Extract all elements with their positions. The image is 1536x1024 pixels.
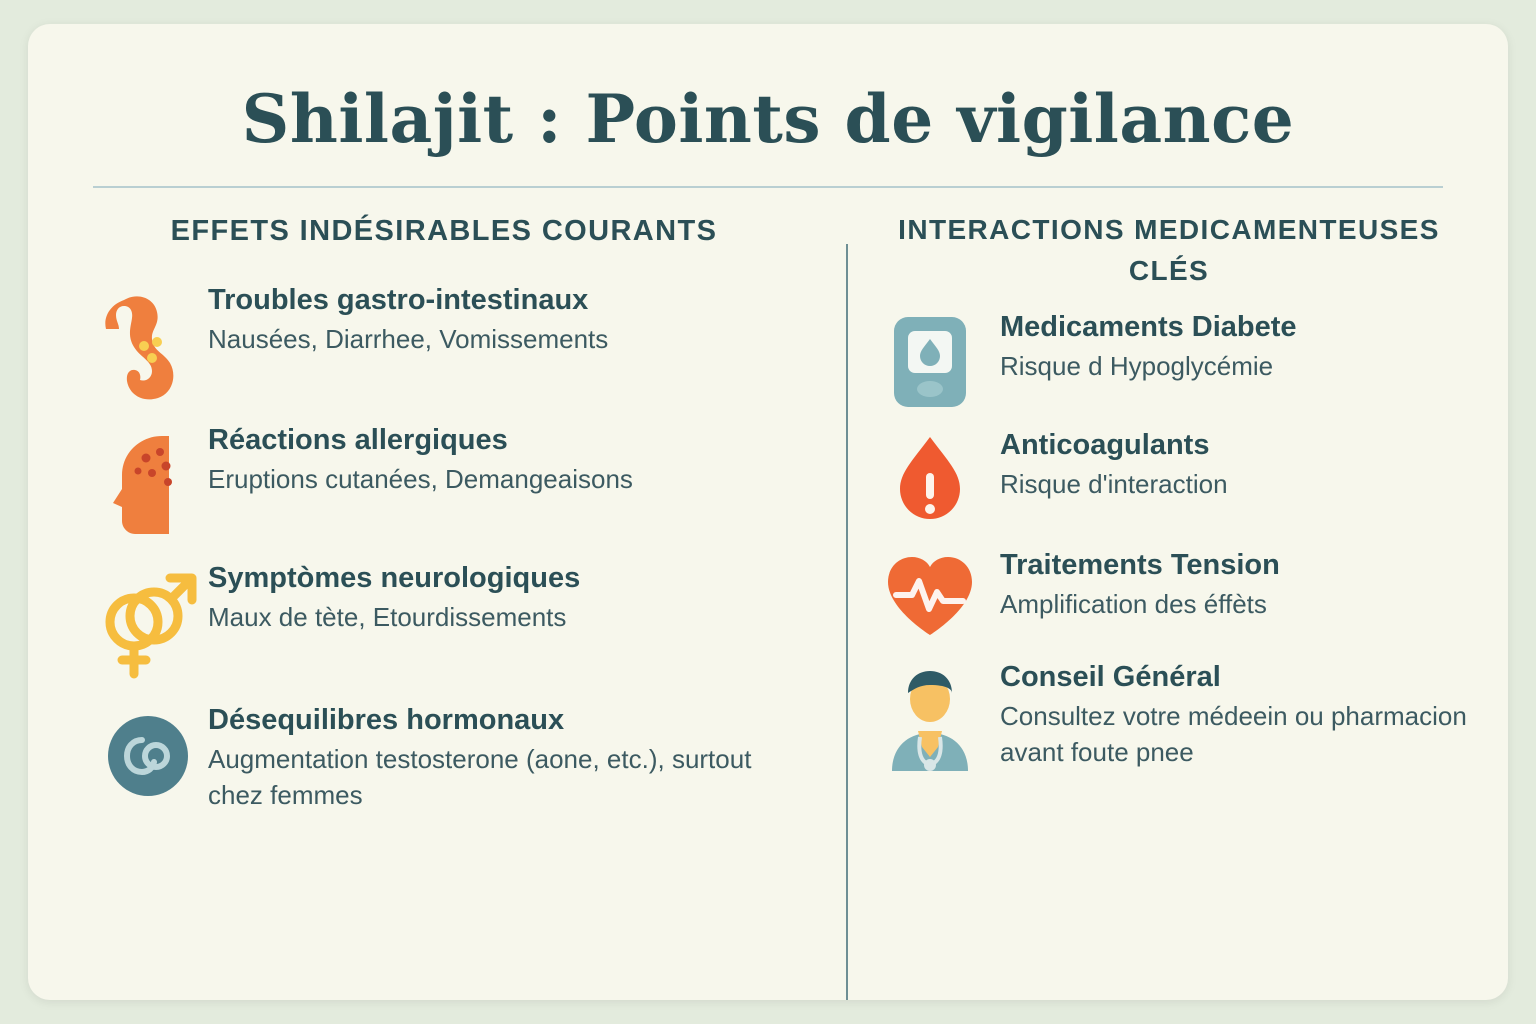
left-column-heading: EFFETS INDÉSIRABLES COURANTS — [170, 215, 718, 247]
list-item — [88, 702, 800, 814]
list-item — [860, 427, 1478, 531]
left-column — [28, 210, 818, 970]
item-title: Symptòmes neurologiques — [208, 562, 581, 595]
poster-card — [28, 24, 1508, 1000]
list-item-text — [208, 282, 800, 358]
list-item-text — [208, 560, 800, 636]
item-title: Medicaments Diabete — [1000, 311, 1297, 344]
item-subtitle: Maux de tète, Etourdissements — [208, 602, 567, 633]
head-rash-icon — [88, 422, 208, 544]
heart-pulse-icon — [860, 547, 1000, 643]
glucose-meter-icon — [860, 309, 1000, 411]
list-item-text — [1000, 659, 1478, 771]
right-column — [818, 210, 1508, 970]
list-item-text — [208, 702, 800, 814]
item-subtitle: Eruptions cutanées, Demangeaisons — [208, 464, 633, 495]
list-item-text — [1000, 547, 1478, 623]
item-subtitle: Amplification des éffèts — [1000, 589, 1267, 620]
item-subtitle: Augmentation testosterone (aone, etc.), surtout chez femmes — [208, 744, 752, 811]
gender-symbols-icon — [88, 560, 208, 686]
item-subtitle: Risque d Hypoglycémie — [1000, 351, 1274, 382]
list-item — [88, 560, 800, 686]
title-divider — [93, 186, 1443, 188]
blood-drop-warning-icon — [860, 427, 1000, 531]
list-item — [860, 659, 1478, 773]
doctor-icon — [860, 659, 1000, 773]
item-subtitle: Risque d'interaction — [1000, 469, 1228, 500]
item-title: Réactions allergiques — [208, 424, 508, 457]
list-item-text — [1000, 309, 1478, 385]
item-title: Conseil Général — [1000, 661, 1221, 694]
item-subtitle: Consultez votre médeein ou pharmacion avant foute pnee — [1000, 701, 1467, 768]
list-item-text — [208, 422, 800, 498]
hormone-circle-icon — [88, 702, 208, 806]
columns-container — [28, 210, 1508, 970]
list-item — [860, 309, 1478, 411]
list-item — [860, 547, 1478, 643]
item-title: Désequilibres hormonaux — [208, 704, 565, 737]
list-item-text — [1000, 427, 1478, 503]
list-item — [88, 422, 800, 544]
page-title: Shilajit : Points de vigilance — [241, 80, 1295, 158]
item-title: Troubles gastro-intestinaux — [208, 284, 589, 317]
item-title: Traitements Tension — [1000, 549, 1280, 582]
item-title: Anticoagulants — [1000, 429, 1210, 462]
list-item — [88, 282, 800, 406]
right-column-heading: INTERACTIONS MEDICAMENTEUSES CLÉS — [898, 214, 1440, 286]
stomach-icon — [88, 282, 208, 406]
item-subtitle: Nausées, Diarrhee, Vomissements — [208, 324, 609, 355]
